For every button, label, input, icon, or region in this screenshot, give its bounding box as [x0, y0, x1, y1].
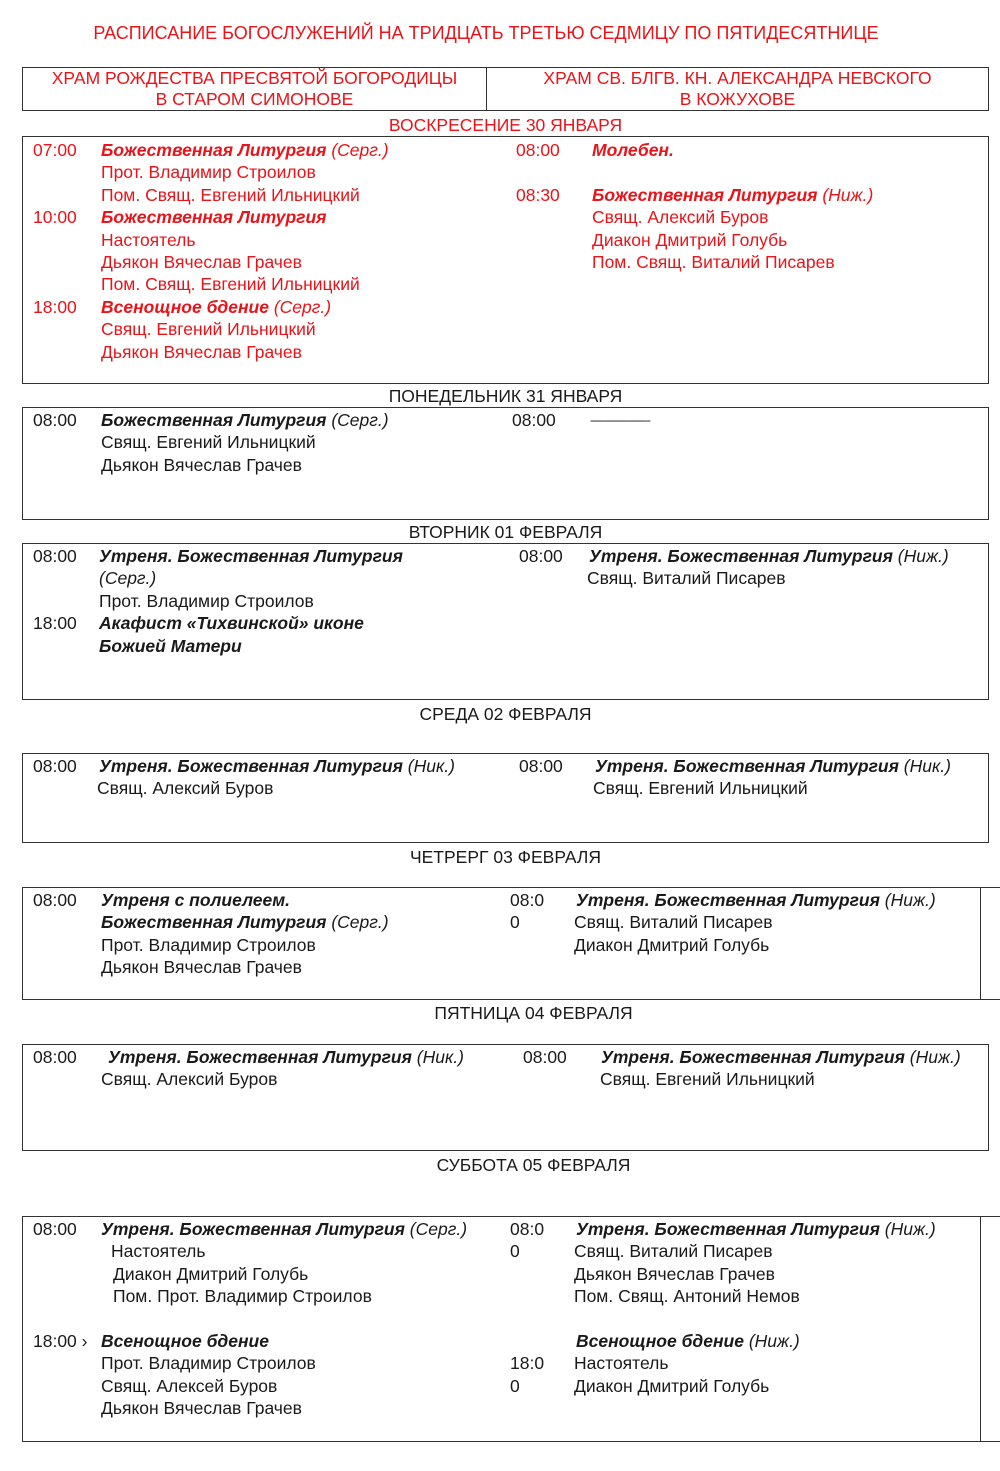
service-time: 0: [510, 912, 520, 933]
service-time: 08:00: [516, 140, 560, 160]
day-box-wednesday: [22, 753, 989, 843]
clergy-name: Пом. Свящ. Антоний Немов: [574, 1286, 800, 1307]
clergy-name: Прот. Владимир Строилов: [101, 934, 316, 955]
service-time: 08:00: [33, 410, 77, 430]
service-time: 18:0: [510, 1353, 545, 1374]
service-time: 08:00: [33, 1219, 77, 1239]
service-time: 18:00: [33, 613, 77, 634]
day-heading-saturday: СУББОТА 05 ФЕВРАЛЯ: [436, 1155, 631, 1175]
column-edge: [980, 1217, 981, 1442]
service-name: Всенощное бдение: [576, 1330, 744, 1351]
service-name: Утреня. Божественная Литургия: [101, 1219, 405, 1239]
day-box-friday: [22, 1044, 989, 1151]
clergy-name: Прот. Владимир Строилов: [101, 1353, 316, 1374]
service-name: Утреня. Божественная Литургия: [576, 1219, 880, 1239]
tuesday-left-column: [33, 545, 503, 657]
service-time: 0: [510, 1241, 520, 1262]
service-location: (Ник.): [898, 756, 951, 776]
service-name: Божественная Литургия: [592, 184, 818, 205]
service-name: Утреня. Божественная Литургия: [589, 546, 893, 566]
clergy-name: Дьякон Вячеслав Грачев: [101, 251, 302, 272]
service-name: Утреня. Божественная Литургия: [99, 546, 403, 566]
service-time: 18:00 ›: [33, 1330, 88, 1351]
service-location: (Ниж.): [879, 1219, 936, 1239]
day-box-monday: [22, 407, 989, 520]
service-name: Божественная Литургия: [101, 410, 327, 430]
wednesday-left-column: [33, 755, 503, 800]
clergy-name: Настоятель: [101, 229, 196, 250]
clergy-name: Дьякон Вячеслав Грачев: [101, 1398, 302, 1419]
church-left-name: ХРАМ РОЖДЕСТВА ПРЕСВЯТОЙ БОГОРОДИЦЫ: [51, 68, 458, 88]
day-heading-friday: ПЯТНИЦА 04 ФЕВРАЛЯ: [434, 1003, 633, 1023]
service-time: 08:0: [510, 890, 545, 910]
service-location: (Ниж.): [743, 1330, 800, 1351]
thursday-right-column: [510, 889, 970, 956]
sunday-right-column: [516, 139, 976, 273]
service-name: Утреня. Божественная Литургия: [576, 890, 880, 910]
service-name: Божией Матери: [99, 635, 242, 656]
page-title: РАСПИСАНИЕ БОГОСЛУЖЕНИЙ НА ТРИДЦАТЬ ТРЕТЬЮ СЕДМИЦУ ПО ПЯТИДЕСЯТНИЦЕ: [93, 23, 879, 43]
service-location: (Ниж.): [879, 890, 936, 910]
day-box-thursday: [22, 887, 1000, 1000]
day-heading-wednesday: СРЕДА 02 ФЕВРАЛЯ: [419, 704, 592, 724]
clergy-name: Дьякон Вячеслав Грачев: [101, 957, 302, 978]
clergy-name: Свящ. Евгений Ильницкий: [593, 778, 808, 799]
monday-left-column: [33, 409, 503, 476]
clergy-name: Пом. Свящ. Евгений Ильницкий: [101, 184, 360, 205]
service-time: 08:00: [512, 410, 556, 430]
service-name: Молебен.: [592, 140, 674, 160]
service-time: 0: [510, 1375, 520, 1396]
clergy-name: Свящ. Евгений Ильницкий: [101, 319, 316, 340]
service-name: Акафист «Тихвинской» иконе: [99, 613, 364, 634]
day-box-sunday: [22, 136, 989, 384]
church-left-header: [23, 68, 486, 110]
service-time: 08:00: [33, 756, 77, 776]
clergy-name: Свящ. Алексий Буров: [101, 1069, 278, 1090]
service-name: Утреня. Божественная Литургия: [601, 1047, 905, 1067]
service-location: (Ник.): [411, 1047, 464, 1067]
service-location: (Серг.): [326, 140, 389, 160]
service-name: Утреня. Божественная Литургия: [99, 756, 403, 776]
saturday-left-column: [33, 1218, 503, 1420]
service-location: (Ник.): [402, 756, 455, 776]
church-left-location: В СТАРОМ СИМОНОВЕ: [155, 88, 354, 109]
clergy-name: Свящ. Виталий Писарев: [574, 912, 773, 933]
service-time: 08:00: [33, 546, 77, 566]
service-time: 08:00: [33, 890, 77, 910]
service-time: 08:30: [516, 184, 560, 205]
clergy-name: Свящ. Евгений Ильницкий: [600, 1069, 815, 1090]
service-location: (Серг.): [99, 568, 157, 589]
church-right-header: [487, 68, 988, 110]
day-heading-monday: ПОНЕДЕЛЬНИК 31 ЯНВАРЯ: [388, 386, 623, 406]
service-name: Всенощное бдение: [101, 296, 269, 317]
clergy-name: Диакон Дмитрий Голубь: [574, 1375, 770, 1396]
day-box-tuesday: [22, 543, 989, 700]
clergy-name: Дьякон Вячеслав Грачев: [101, 454, 302, 475]
friday-right-column: [523, 1046, 983, 1091]
saturday-right-column: [510, 1218, 970, 1397]
clergy-name: Настоятель: [111, 1241, 206, 1262]
service-location: (Серг.): [404, 1219, 468, 1239]
clergy-name: Свящ. Алексий Буров: [97, 778, 274, 799]
day-heading-tuesday: ВТОРНИК 01 ФЕВРАЛЯ: [408, 522, 603, 542]
day-heading-sunday: ВОСКРЕСЕНИЕ 30 ЯНВАРЯ: [388, 115, 623, 135]
service-name: Утреня. Божественная Литургия: [108, 1047, 412, 1067]
church-header-table: [22, 67, 989, 111]
service-name: Утреня с полиелеем.: [101, 890, 290, 910]
thursday-left-column: [33, 889, 503, 979]
church-right-name: ХРАМ СВ. БЛГВ. КН. АЛЕКСАНДРА НЕВСКОГО: [543, 68, 932, 88]
clergy-name: Диакон Дмитрий Голубь: [574, 934, 770, 955]
clergy-name: Дьякон Вячеслав Грачев: [574, 1263, 775, 1284]
service-location: (Ниж.): [817, 184, 874, 205]
service-time: 08:00: [519, 546, 563, 566]
friday-left-column: [33, 1046, 503, 1091]
clergy-name: Настоятель: [574, 1353, 669, 1374]
service-time: 10:00: [33, 207, 77, 228]
no-service-dash: --------------------: [590, 413, 650, 427]
service-name: Божественная Литургия: [101, 140, 327, 160]
sunday-left-column: [33, 139, 503, 363]
service-location: (Ниж.): [904, 1047, 961, 1067]
church-right-location: В КОЖУХОВЕ: [679, 88, 796, 109]
service-name: Всенощное бдение: [101, 1330, 269, 1351]
clergy-name: Дьякон Вячеслав Грачев: [101, 341, 302, 362]
monday-right-column: [512, 409, 972, 431]
service-location: (Ниж.): [892, 546, 949, 566]
clergy-name: Свящ. Виталий Писарев: [574, 1241, 773, 1262]
clergy-name: Свящ. Виталий Писарев: [587, 568, 786, 589]
service-time: 08:00: [523, 1047, 567, 1067]
service-location: (Серг.): [326, 912, 389, 933]
service-time: 08:00: [33, 1047, 77, 1067]
wednesday-right-column: [519, 755, 979, 800]
service-name: Утреня. Божественная Литургия: [595, 756, 899, 776]
clergy-name: Диакон Дмитрий Голубь: [113, 1263, 309, 1284]
clergy-name: Диакон Дмитрий Голубь: [592, 229, 788, 250]
service-time: 08:00: [519, 756, 563, 776]
service-name: Божественная Литургия: [101, 912, 327, 933]
tuesday-right-column: [519, 545, 979, 590]
clergy-name: Пом. Свящ. Евгений Ильницкий: [101, 274, 360, 295]
service-time: 07:00: [33, 140, 77, 160]
day-box-saturday: [22, 1216, 1000, 1442]
clergy-name: Свящ. Евгений Ильницкий: [101, 432, 316, 453]
clergy-name: Свящ. Алексей Буров: [101, 1375, 278, 1396]
clergy-name: Пом. Свящ. Виталий Писарев: [592, 251, 835, 272]
column-edge: [980, 888, 981, 1000]
clergy-name: Свящ. Алексий Буров: [592, 207, 769, 228]
clergy-name: Прот. Владимир Строилов: [101, 162, 316, 183]
service-location: (Серг.): [326, 410, 389, 430]
service-name: Божественная Литургия: [101, 207, 327, 228]
service-time: 08:0: [510, 1219, 545, 1239]
service-location: (Серг.): [268, 296, 332, 317]
clergy-name: Прот. Владимир Строилов: [99, 590, 314, 611]
clergy-name: Пом. Прот. Владимир Строилов: [113, 1286, 372, 1307]
day-heading-thursday: ЧЕТРЕРГ 03 ФЕВРАЛЯ: [409, 847, 602, 867]
service-time: 18:00: [33, 296, 77, 317]
